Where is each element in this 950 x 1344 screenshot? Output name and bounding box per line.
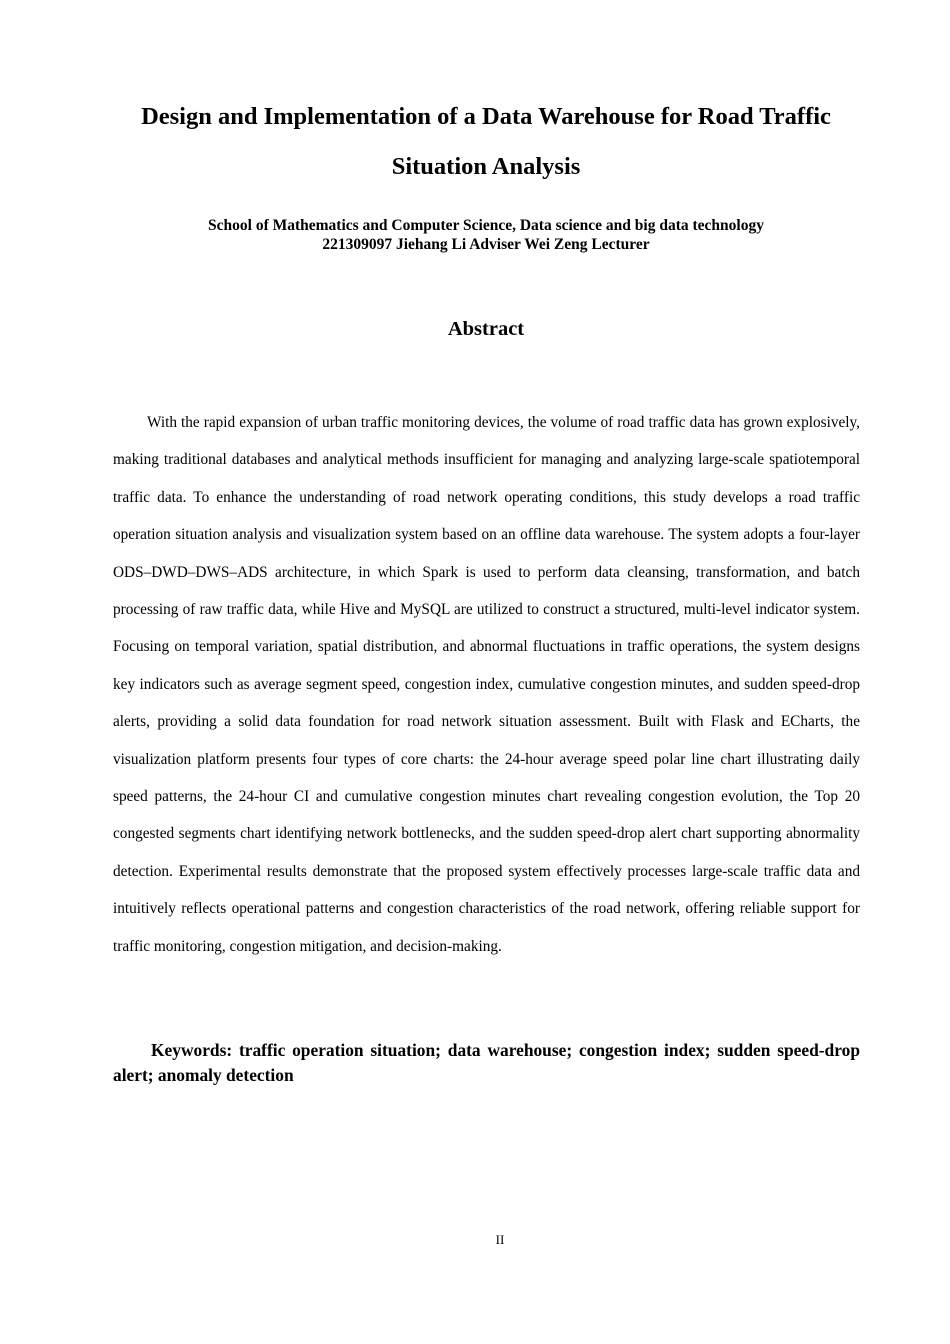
paper-title: Design and Implementation of a Data Warehouse for Road Traffic Situation Analysis bbox=[141, 103, 831, 180]
affiliation-author-adviser: 221309097 Jiehang Li Adviser Wei Zeng Lecturer bbox=[322, 236, 650, 253]
abstract-heading: Abstract bbox=[447, 318, 525, 340]
author-affiliation bbox=[100, 216, 872, 254]
abstract-body: With the rapid expansion of urban traffic monitoring devices, the volume of road traffic data has grown explosively, making traditional databases and analytical methods insufficient for managing and analyzing large-scale spatiotemporal traffic data. To enhance the understanding of road network operating conditions, this study develops a road traffic operation situation analysis and visualization system based on an offline data warehouse. The system adopts a four-layer ODS–DWD–DWS–ADS architecture, in which Spark is used to perform data cleansing, transformation, and batch processing of raw traffic data, while Hive and MySQL are utilized to construct a structured, multi-level indicator system. Focusing on temporal variation, spatial distribution, and abnormal fluctuations in traffic operations, the system designs key indicators such as average segment speed, congestion index, cumulative congestion minutes, and sudden speed-drop alerts, providing a solid data foundation for road network situation assessment. Built with Flask and ECharts, the visualization platform presents four types of core charts: the 24-hour average speed polar line chart illustrating daily speed patterns, the 24-hour CI and cumulative congestion minutes chart revealing congestion evolution, the Top 20 congested segments chart identifying network bottlenecks, and the sudden speed-drop alert chart supporting abnormality detection. Experimental results demonstrate that the proposed system effectively processes large-scale traffic data and intuitively reflects operational patterns and congestion characteristics of the road network, offering reliable support for traffic monitoring, congestion mitigation, and decision-making. bbox=[113, 414, 860, 955]
affiliation-school: School of Mathematics and Computer Science, Data science and big data technology bbox=[208, 217, 764, 234]
page-number: II bbox=[495, 1232, 505, 1247]
keywords: Keywords: traffic operation situation; data warehouse; congestion index; sudden speed-drop alert; anomaly detection bbox=[113, 1040, 860, 1085]
